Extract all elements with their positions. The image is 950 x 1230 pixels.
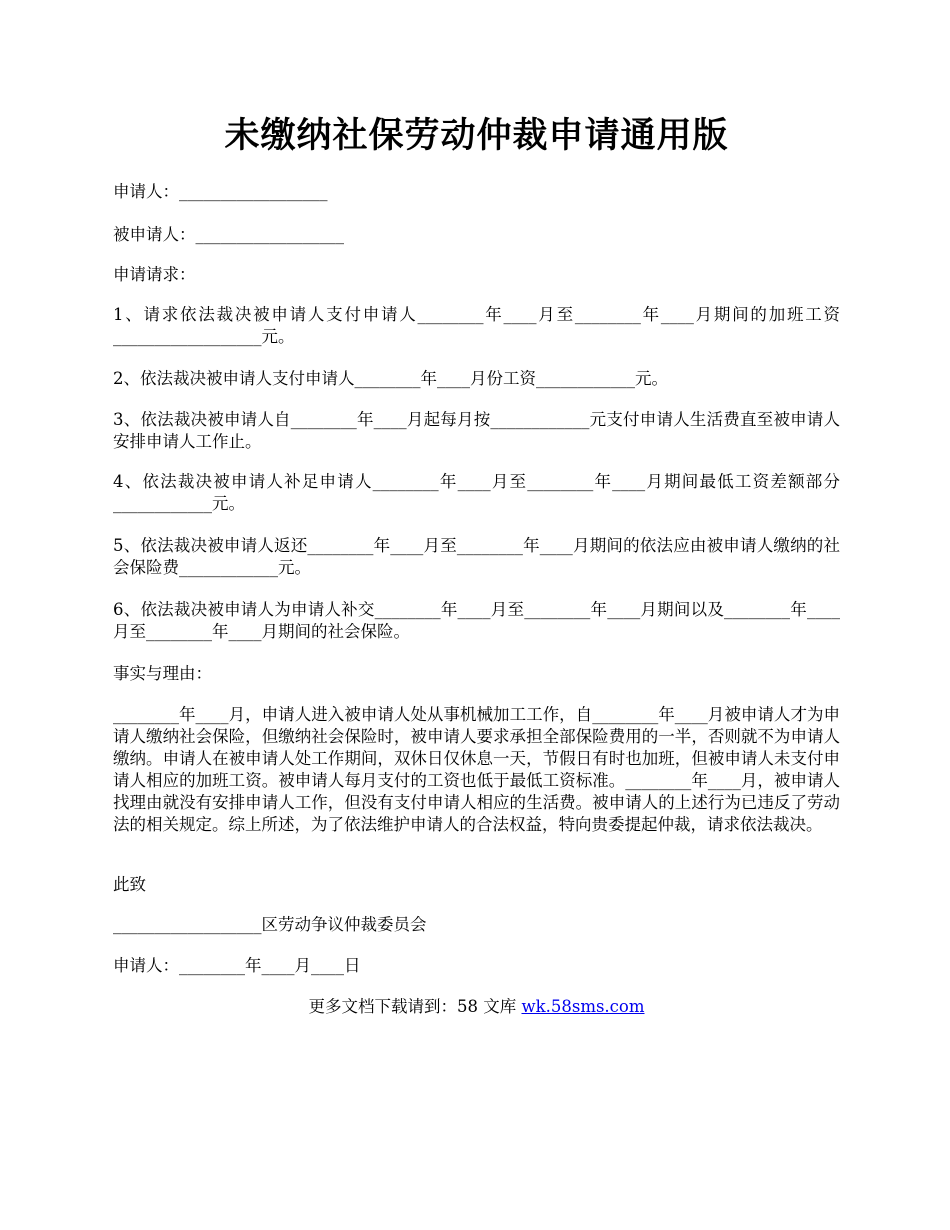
footer [113, 996, 840, 1018]
claim-item-6: 6、依法裁决被申请人为申请人补交________年____月至________年____月期间以及________年____月至________年____月期间的社会保险。 [113, 600, 840, 641]
respondent-line: 被申请人：__________________ [113, 225, 344, 244]
page-title: 未缴纳社保劳动仲裁申请通用版 [224, 115, 729, 156]
claim-item-1: 1、请求依法裁决被申请人支付申请人________年____月至________年____月期间的加班工资__________________元。 [113, 305, 840, 346]
facts-heading: 事实与理由： [113, 664, 212, 683]
claim-item-3: 3、依法裁决被申请人自________年____月起每月按____________元支付申请人生活费直至被申请人安排申请人工作止。 [113, 410, 840, 451]
facts-body: ________年____月，申请人进入被申请人处从事机械加工工作，自________年____月被申请人才为申请人缴纳社会保险，但缴纳社会保险时，被申请人要求承担全部保险费用的一半，否则就不为申请人缴纳。申请人在被申请人处工作期间，双休日仅休息一天，节假日有时也加班，但被申请人未支付申请人相应的加班工资。被申请人每月支付的工资也低于最低工资标准。________年____月，被申请人找理由就没有安排申请人工作，但没有支付申请人相应的生活费。被申请人的上述行为已违反了劳动法的相关规定。综上所述，为了依法维护申请人的合法权益，特向贵委提起仲裁，请求依法裁决。 [113, 705, 840, 834]
claim-item-2: 2、依法裁决被申请人支付申请人________年____月份工资____________元。 [113, 369, 668, 388]
claim-item-5: 5、依法裁决被申请人返还________年____月至________年____月期间的依法应由被申请人缴纳的社会保险费____________元。 [113, 536, 840, 577]
closing-line: 此致 [113, 875, 146, 894]
claims-heading: 申请请求： [113, 265, 196, 284]
committee-line: __________________区劳动争议仲裁委员会 [113, 915, 427, 934]
applicant-line: 申请人：__________________ [113, 182, 328, 201]
footer-text: 更多文档下载请到：58 文库 [308, 997, 522, 1016]
signature-line: 申请人：________年____月____日 [113, 956, 361, 975]
claim-item-4: 4、依法裁决被申请人补足申请人________年____月至________年____月期间最低工资差额部分____________元。 [113, 472, 840, 513]
footer-link[interactable]: wk.58sms.com [521, 997, 645, 1016]
